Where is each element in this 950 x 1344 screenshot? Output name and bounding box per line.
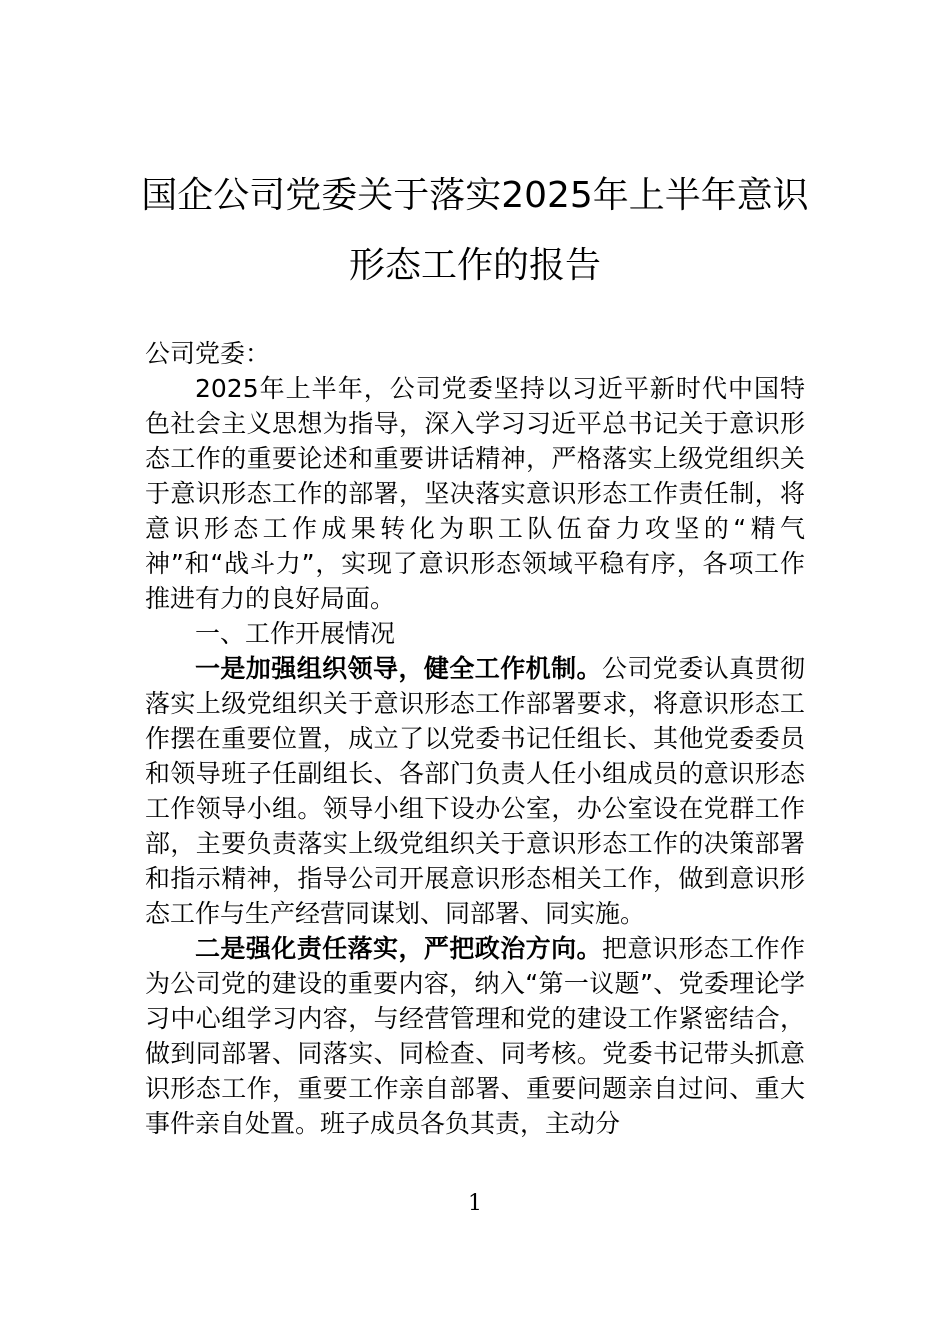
point-1-paragraph [145,651,805,931]
point-1-lead: 一是加强组织领导，健全工作机制。 [195,654,602,683]
point-2-lead: 二是强化责任落实，严把政治方向。 [195,934,602,963]
point-2-text: 把意识形态工作作为公司党的建设的重要内容，纳入“第一议题”、党委理论学习中心组学习内容，与经营管理和党的建设工作紧密结合，做到同部署、同落实、同检查、同考核。党委书记带头抓意识形态工作，重要工作亲自部署、重要问题亲自过问、重大事件亲自处置。班子成员各负其责，主动分 [145,934,805,1138]
report-body [145,336,805,1141]
page-number: 1 [468,1191,482,1216]
point-2-paragraph [145,931,805,1141]
salutation: 公司党委： [145,339,271,368]
report-title-line-2: 形态工作的报告 [348,245,601,286]
section-heading-1: 一、工作开展情况 [195,619,396,648]
point-1-text: 公司党委认真贯彻落实上级党组织关于意识形态工作部署要求，将意识形态工作摆在重要位置，成立了以党委书记任组长、其他党委委员和领导班子任副组长、各部门负责人任小组成员的意识形态工作领导小组。领导小组下设办公室，办公室设在党群工作部，主要负责落实上级党组织关于意识形态工作的决策部署和指示精神，指导公司开展意识形态相关工作，做到意识形态工作与生产经营同谋划、同部署、同实施。 [145,654,805,928]
report-title-line-1: 国企公司党委关于落实2025年上半年意识 [141,175,809,216]
intro-paragraph: 2025年上半年，公司党委坚持以习近平新时代中国特色社会主义思想为指导，深入学习习近平总书记关于意识形态工作的重要论述和重要讲话精神，严格落实上级党组织关于意识形态工作的部署，坚决落实意识形态工作责任制，将意识形态工作成果转化为职工队伍奋力攻坚的“精气神”和“战斗力”，实现了意识形态领域平稳有序，各项工作推进有力的良好局面。 [145,374,805,613]
